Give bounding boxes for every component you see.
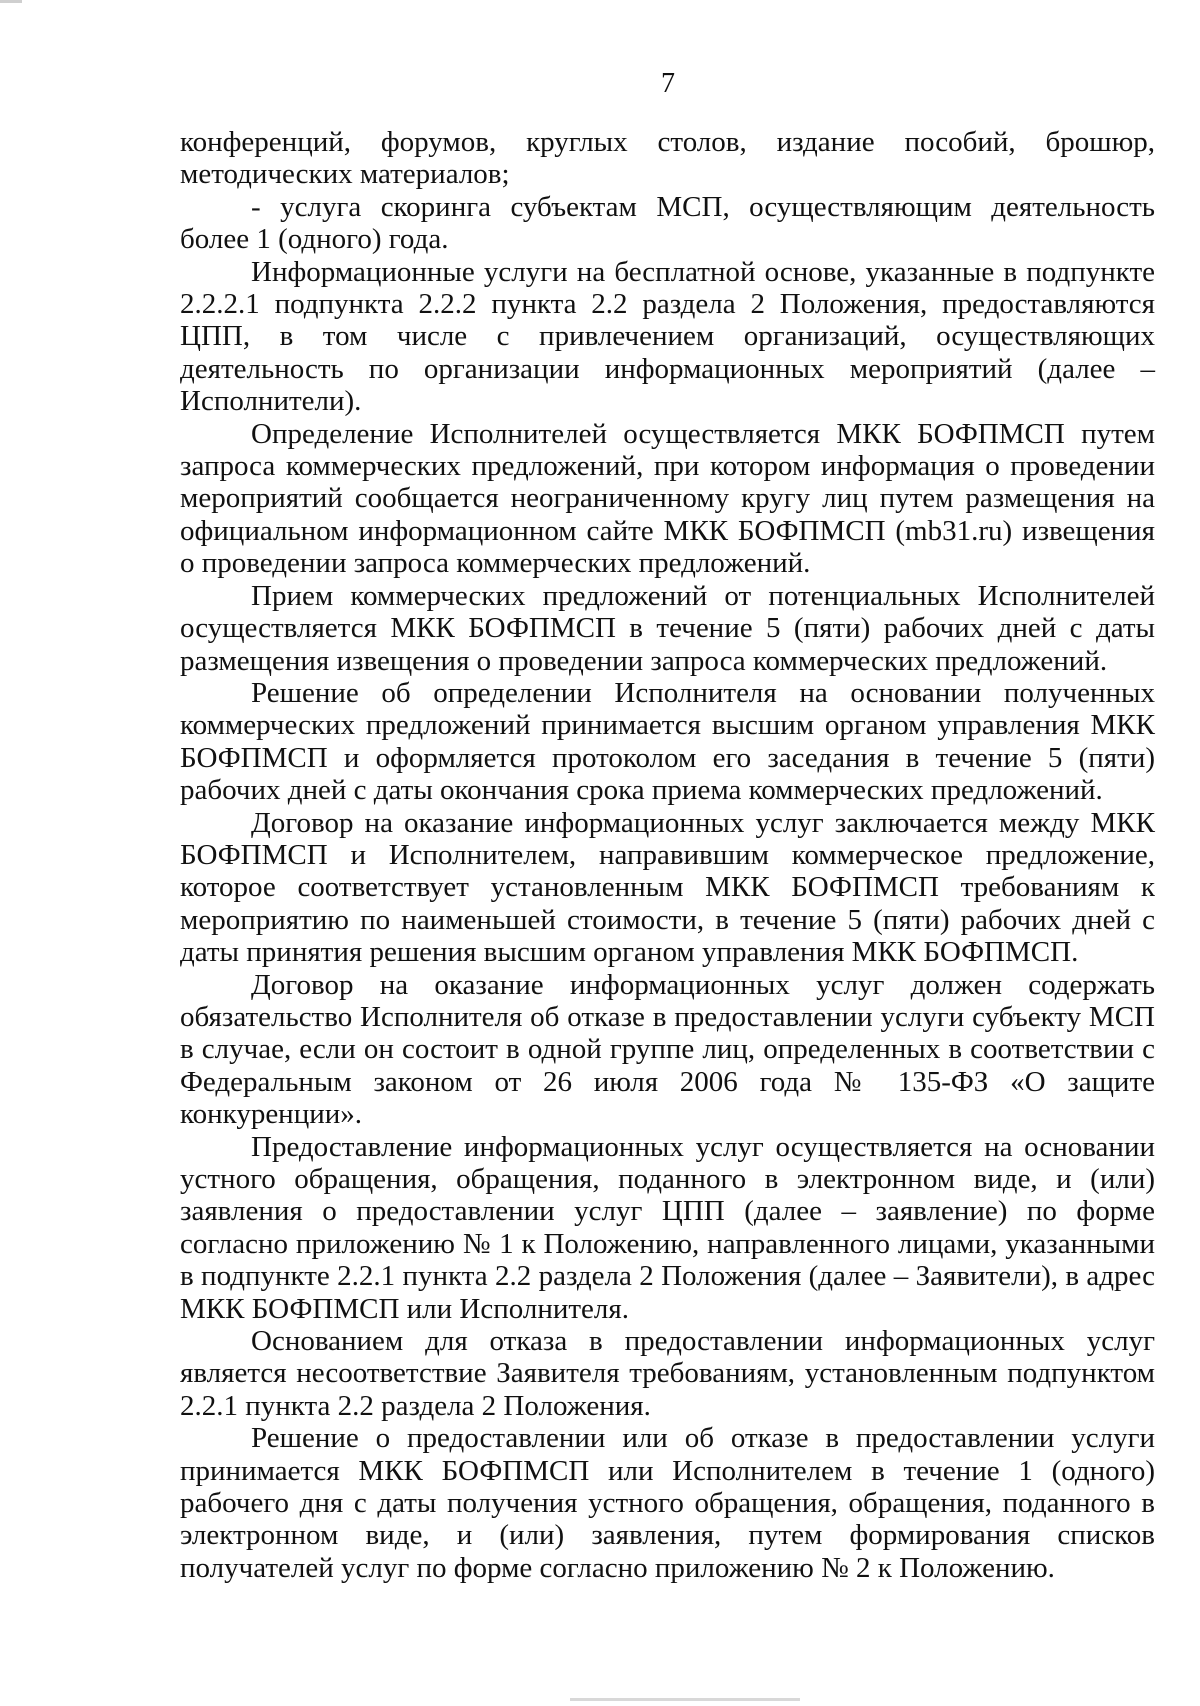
paragraph-9: Предоставление информационных услуг осуществляется на основании устного обращения, обращения, поданного в электронном виде, и (или) заявления о предоставлении услуг ЦПП (далее – заявление) по форме согласно приложению № 1 к Положению, направленного лицами, указанными в подпункте 2.2.1 пункта 2.2 раздела 2 Положения (далее – Заявители), в адрес МКК БОФПМСП или Исполнителя.	[180, 1130, 1155, 1325]
paragraph-11: Решение о предоставлении или об отказе в предоставлении услуги принимается МКК БОФПМСП или Исполнителем в течение 1 (одного) рабочего дня с даты получения устного обращения, обращения, поданного в электронном виде, и (или) заявления, путем формирования списков получателей услуг по форме согласно приложению № 2 к Положению.	[180, 1422, 1155, 1584]
paragraph-3: Информационные услуги на бесплатной основе, указанные в подпункте 2.2.2.1 подпункта 2.2.2 пункта 2.2 раздела 2 Положения, предоставляются ЦПП, в том числе с привлечением организаций, осуществляющих деятельность по организации информационных мероприятий (далее – Исполнители).	[180, 255, 1155, 418]
paragraph-2: - услуга скоринга субъектам МСП, осуществляющим деятельность более 1 (одного) года.	[180, 190, 1155, 256]
paragraph-6: Решение об определении Исполнителя на основании полученных коммерческих предложений принимается высшим органом управления МКК БОФПМСП и оформляется протоколом его заседания в течение 5 (пяти) рабочих дней с даты окончания срока приема коммерческих предложений.	[180, 676, 1155, 807]
scan-bottom-mark	[570, 1698, 800, 1701]
paragraph-7: Договор на оказание информационных услуг заключается между МКК БОФПМСП и Исполнителем, направившим коммерческое предложение, которое соответствует установленным МКК БОФПМСП требованиям к мероприятию по наименьшей стоимости, в течение 5 (пяти) рабочих дней с даты принятия решения высшим органом управления МКК БОФПМСП.	[180, 806, 1155, 969]
paragraph-5: Прием коммерческих предложений от потенциальных Исполнителей осуществляется МКК БОФПМСП в течение 5 (пяти) рабочих дней с даты размещения извещения о проведении запроса коммерческих предложений.	[180, 579, 1155, 677]
page-number: 7	[661, 68, 675, 99]
document-body	[180, 126, 1155, 1584]
paragraph-10: Основанием для отказа в предоставлении информационных услуг является несоответствие Заявителя требованиям, установленным подпунктом 2.2.1 пункта 2.2 раздела 2 Положения.	[180, 1325, 1155, 1422]
paragraph-1: конференций, форумов, круглых столов, издание пособий, брошюр, методических материалов;	[180, 126, 1155, 191]
paragraph-4: Определение Исполнителей осуществляется МКК БОФПМСП путем запроса коммерческих предложений, при котором информация о проведении мероприятий сообщается неограниченному кругу лиц путем размещения на официальном информационном сайте МКК БОФПМСП (mb31.ru) извещения о проведении запроса коммерческих предложений.	[180, 417, 1155, 580]
scan-edge-mark	[0, 0, 22, 3]
paragraph-8: Договор на оказание информационных услуг должен содержать обязательство Исполнителя об отказе в предоставлении услуги субъекту МСП в случае, если он состоит в одной группе лиц, определенных в соответствии с Федеральным законом от 26 июля 2006 года № 135-ФЗ «О защите конкуренции».	[180, 968, 1155, 1131]
